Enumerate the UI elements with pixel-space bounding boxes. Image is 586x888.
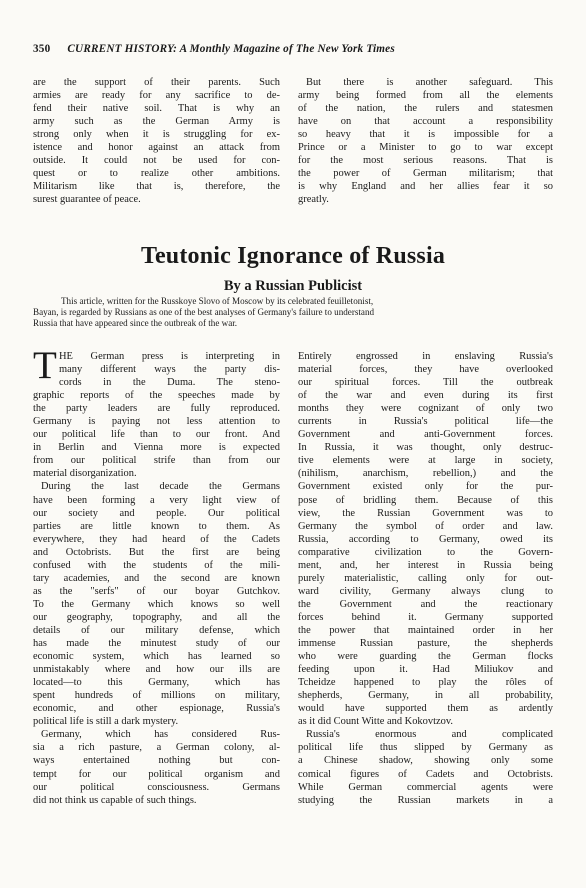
previous-article-left-column [33, 76, 280, 206]
text-line: Russia, according to Germany, owed its [298, 533, 553, 545]
text-line: economic system, which has learned so [33, 651, 280, 663]
text-line: our geography, topography, and all the [33, 611, 280, 623]
text-line: Tcheidze happened to play the rôles of [298, 677, 553, 689]
text-line: ment, and, her interest in Russia being [298, 559, 553, 571]
page-number: 350 [33, 43, 51, 55]
text-line: strong only when it is struggling for ex- [33, 129, 280, 141]
text-line: quest or to realize other ambitions. [33, 168, 280, 180]
text-line: But there is another safeguard. This [306, 77, 553, 88]
text-line: the power that maintained order in her [298, 624, 553, 636]
text-line: of the war and even during its first [298, 390, 553, 402]
text-line: material forces, they have overlooked [298, 364, 553, 376]
article-intro [33, 296, 555, 329]
text-line: as the "serfs" of our boyar Gutchkov. [33, 585, 280, 597]
text-line: so heavy that it is impossible for a [298, 129, 553, 141]
drop-cap: T [33, 344, 57, 387]
text-line: outside. It could not be used for con- [33, 155, 280, 167]
running-header [33, 43, 558, 55]
text-line: view, the Russian Government was to [298, 507, 553, 519]
text-line: confused with the students of the mili- [33, 559, 280, 571]
text-line: a Chinese shadow, showing only some [298, 755, 553, 767]
text-line: economic, and other espionage, Russia's [33, 703, 280, 715]
text-line: our society and people. Our political [33, 507, 280, 519]
text-line: the party leaders are fully reproduced. [33, 403, 280, 415]
text-line: graphic reports of the speeches made by [33, 390, 280, 402]
text-line: did not think us capable of such things. [33, 794, 197, 806]
text-line: Germany the symbol of order and law. [298, 520, 553, 532]
text-line: parties are little known to them. As [33, 520, 280, 532]
text-line: our spiritual forces. Till the outbreak [298, 377, 553, 389]
intro-line: Russia that have appeared since the outbreak of the war. [33, 318, 238, 328]
previous-article-right-column [298, 76, 553, 206]
text-line: In Russia, it was thought, only destruc- [298, 442, 553, 454]
text-line: who were guarding the German flocks [298, 651, 553, 663]
text-line: have been forming a very light view of [33, 494, 280, 506]
text-line: many different ways the party dis- [59, 364, 280, 376]
text-line: and Octobrists. But the first are being [33, 546, 280, 558]
text-line: our political life than to our front. And [33, 429, 280, 441]
text-line: material disorganization. [33, 468, 137, 480]
text-line: shepherds, Germany, in all probability, [298, 690, 553, 702]
text-line: pose of bridling them. Because of this [298, 494, 553, 506]
text-line: Germany is paying not less attention to [33, 416, 280, 428]
text-line: HE German press is interpreting in [59, 351, 280, 362]
text-line: tempt for our political organism and [33, 768, 280, 780]
text-line: (nihilism, anarchism, rebellion,) and the [298, 468, 553, 480]
article-byline: By a Russian Publicist [223, 278, 363, 294]
text-line: unmistakably where and how our ills are [33, 664, 280, 676]
article-title: Teutonic Ignorance of Russia [140, 243, 446, 269]
text-line: political life is still a dark mystery. [33, 716, 179, 728]
text-line: everywhere, they had heard of the Cadets [33, 533, 280, 545]
text-line: ways entertained nothing but con- [33, 755, 280, 767]
text-line: details of our military defense, which [33, 624, 280, 636]
text-line: located—to this Germany, which has [33, 677, 280, 689]
text-line: spent hundreds of millions on military, [33, 690, 280, 702]
text-line: Government and anti-Government forces. [298, 429, 553, 441]
text-line: fend their native soil. That is why an [33, 103, 280, 115]
text-line: To the Germany which knows so well [33, 598, 280, 610]
text-line: Government existed only for the pur- [298, 481, 553, 493]
text-line: in Berlin and Vienna more is expected [33, 442, 280, 454]
text-line: is why England and her allies fear it so [298, 181, 553, 193]
text-line: our political consciousness. Germans [33, 781, 280, 793]
text-line: tive elements were at large in society, [298, 455, 553, 467]
text-line: are the support of their parents. Such [33, 77, 280, 88]
text-line: purely materialistic, calling only for out- [298, 572, 553, 584]
text-line: for the most serious reasons. That is [298, 155, 553, 167]
text-line: While German commercial agents were [298, 781, 553, 793]
text-line: sia a rich pasture, a German colony, al- [33, 742, 280, 754]
text-line: During the last decade the Germans [41, 481, 280, 493]
text-line: army being formed from all the elements [298, 90, 553, 102]
text-line: immense Russian pasture, the shepherds [298, 638, 553, 650]
text-line: Entirely engrossed in enslaving Russia's [298, 351, 553, 362]
running-title: CURRENT HISTORY: A Monthly Magazine of The New York Times [67, 43, 395, 55]
text-line: the Government and the reactionary [298, 598, 553, 610]
text-line: Militarism like that is, therefore, the [33, 181, 280, 193]
text-line: greatly. [298, 194, 329, 206]
text-line: months they were cognizant of only two [298, 403, 553, 415]
text-line: Prince or a Minister to go to war except [298, 142, 553, 154]
text-line: would have supported them as ardently [298, 703, 553, 715]
text-line: political life thus slipped by Germany as [298, 742, 553, 754]
text-line: feeding upon it. Had Miliukov and [298, 664, 553, 676]
article-right-column [298, 350, 553, 807]
text-line: studying the Russian markets in a [298, 794, 553, 806]
text-line: army such as the German Army is [33, 116, 280, 128]
text-line: as it did Count Witte and Kokovtzov. [298, 716, 453, 728]
text-line: comparative civilization to the Govern- [298, 546, 553, 558]
text-line: istence and honor against an attack from [33, 142, 280, 154]
intro-line: This article, written for the Russkoye Slovo of Moscow by its celebrated feuilletonist, [61, 296, 374, 306]
text-line: ward civility, Germany always clung to [298, 585, 553, 597]
text-line: from our political strife than from our [33, 455, 280, 467]
text-line: Russia's enormous and complicated [306, 729, 553, 741]
intro-line: Bayan, is regarded by Russians as one of the best analyses of Germany's failure to understand [33, 307, 375, 317]
text-line: surest guarantee of peace. [33, 194, 141, 206]
text-line: has made the minutest study of our [33, 638, 280, 650]
text-line: forces behind it. Germany supported [298, 611, 553, 623]
text-line: tary academies, and the second are known [33, 572, 280, 584]
article-left-column [33, 344, 280, 807]
text-line: currents in Russia's political life—the [298, 416, 553, 428]
text-line: the power of German militarism; that [298, 168, 553, 180]
text-line: cords in the Duma. The steno- [59, 377, 280, 389]
text-line: of the nation, the rulers and statesmen [298, 103, 553, 115]
text-line: comical figures of Cadets and Octobrists. [298, 768, 553, 780]
text-line: armies are ready for any sacrifice to de- [33, 90, 280, 102]
text-line: Germany, which has considered Rus- [41, 729, 280, 741]
text-line: have on that account a responsibility [298, 116, 553, 128]
